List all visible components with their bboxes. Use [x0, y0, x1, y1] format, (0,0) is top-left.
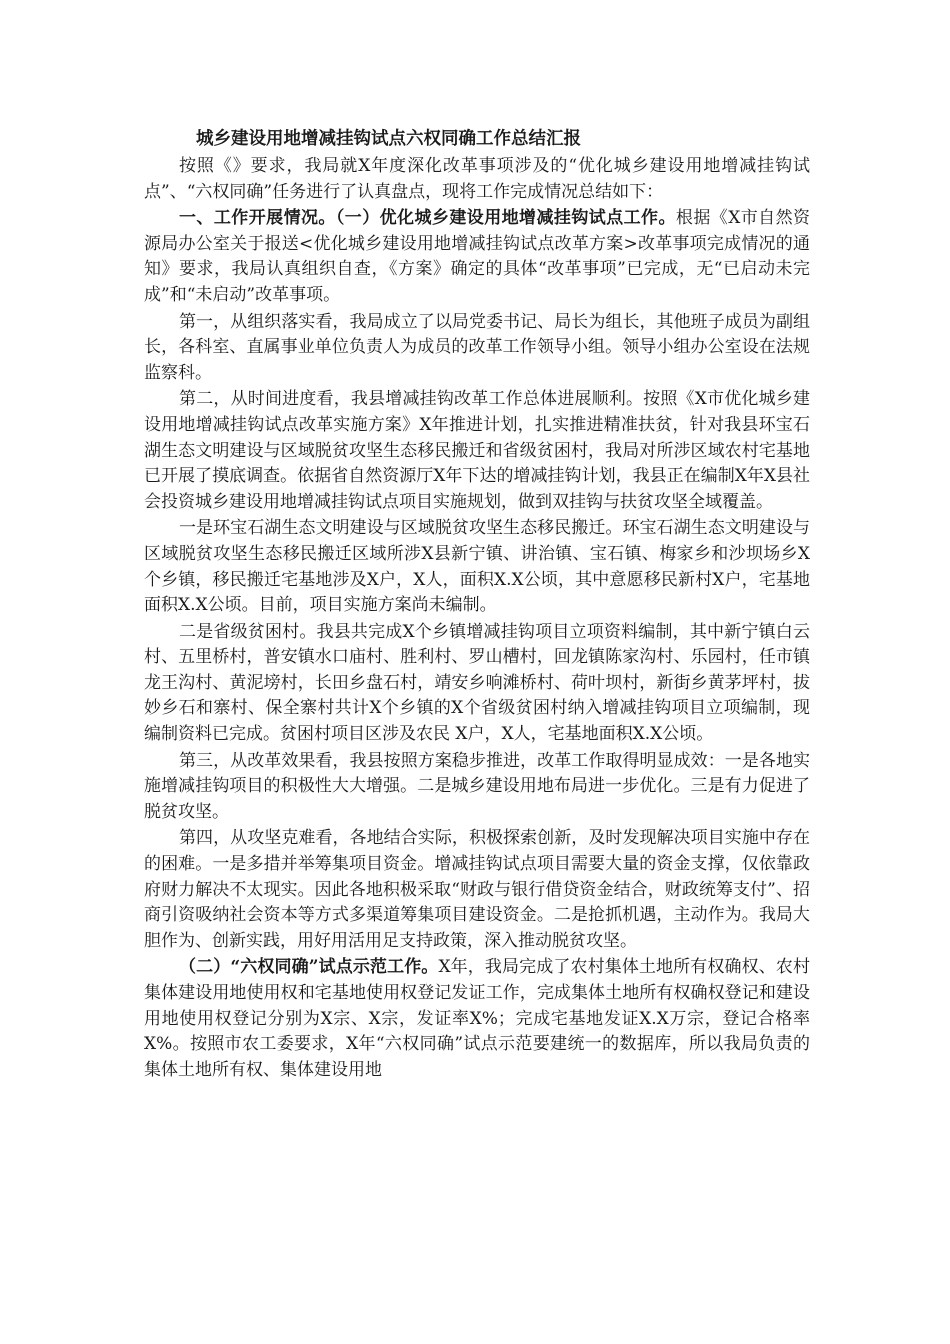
section-2-heading: （二）“六权同确”试点示范工作。 [179, 957, 439, 978]
section-2-paragraph [144, 955, 810, 1083]
section-1-paragraph [144, 206, 810, 308]
document-title: 城乡建设用地增减挂钩试点六权同确工作总结汇报 [196, 129, 581, 149]
document-body [144, 126, 810, 1083]
paragraph-item-two: 二是省级贫困村。我县共完成X个乡镇增减挂钩项目立项资料编制，其中新宁镇白云村、五里桥村，普安镇水口庙村、胜利村、罗山槽村，回龙镇陈家沟村、乐园村，任市镇龙王沟村、黄泥塝村，长田乡盘石村，靖安乡响滩桥村、荷叶坝村，新街乡黄茅坪村，拔妙乡石和寨村、保全寨村共计X个乡镇的X个省级贫困村纳入增减挂钩项目立项编制，现编制资料已完成。贫困村项目区涉及农民 X户，X人，宅基地面积X.X公顷。 [144, 621, 810, 745]
section-1-text: 根据《X市自然资源局办公室关于报送<优化城乡建设用地增减挂钩试点改革方案>改革事项完成情况的通知》要求，我局认真组织自查，《方案》确定的具体“改革事项”已完成，无“已启动未完成”和“未启动”改革事项。 [144, 208, 811, 305]
intro-paragraph: 按照《》要求，我局就X年度深化改革事项涉及的“优化城乡建设用地增减挂钩试点”、“六权同确”任务进行了认真盘点，现将工作完成情况总结如下： [144, 156, 810, 202]
paragraph-third: 第三，从改革效果看，我县按照方案稳步推进，改革工作取得明显成效：一是各地实施增减挂钩项目的积极性大大增强。二是城乡建设用地布局进一步优化。三是有力促进了脱贫攻坚。 [144, 750, 810, 822]
section-2-text: X年，我局完成了农村集体土地所有权确权、农村集体建设用地使用权和宅基地使用权登记发证工作，完成集体土地所有权确权登记和建设用地使用权登记分别为X宗、X宗，发证率X%；完成宅基地发证X.X万宗，登记合格率X%。按照市农工委要求，X年“六权同确”试点示范要建统一的数据库，所以我局负责的集体土地所有权、集体建设用地 [144, 957, 810, 1080]
paragraph-second: 第二，从时间进度看，我县增减挂钩改革工作总体进展顺利。按照《X市优化城乡建设用地增减挂钩试点改革实施方案》X年推进计划，扎实推进精准扶贫，针对我县环宝石湖生态文明建设与区域脱贫攻坚生态移民搬迁和省级贫困村，我局对所涉区域农村宅基地已开展了摸底调查。依据省自然资源厅X年下达的增减挂钩计划，我县正在编制X年X县社会投资城乡建设用地增减挂钩试点项目实施规划，做到双挂钩与扶贫攻坚全域覆盖。 [144, 389, 810, 512]
paragraph-first: 第一，从组织落实看，我局成立了以局党委书记、局长为组长，其他班子成员为副组长，各科室、直属事业单位负责人为成员的改革工作领导小组。领导小组办公室设在法规监察科。 [144, 311, 810, 383]
section-1-heading: 一、工作开展情况。（一）优化城乡建设用地增减挂钩试点工作。 [179, 208, 676, 229]
paragraph-fourth: 第四，从攻坚克难看，各地结合实际，积极探索创新，及时发现解决项目实施中存在的困难。一是多措并举筹集项目资金。增减挂钩试点项目需要大量的资金支撑，仅依靠政府财力解决不太现实。因此各地积极采取“财政与银行借贷资金结合，财政统筹支付”、招商引资吸纳社会资本等方式多渠道筹集项目建设资金。二是抢抓机遇，主动作为。我局大胆作为、创新实践，用好用活用足支持政策，深入推动脱贫攻坚。 [144, 828, 810, 951]
paragraph-item-one: 一是环宝石湖生态文明建设与区域脱贫攻坚生态移民搬迁。环宝石湖生态文明建设与区域脱贫攻坚生态移民搬迁区域所涉X县新宁镇、讲治镇、宝石镇、梅家乡和沙坝场乡X个乡镇，移民搬迁宅基地涉及X户，X人，面积X.X公顷，其中意愿移民新村X户，宅基地面积X.X公顷。目前，项目实施方案尚未编制。 [144, 518, 810, 616]
